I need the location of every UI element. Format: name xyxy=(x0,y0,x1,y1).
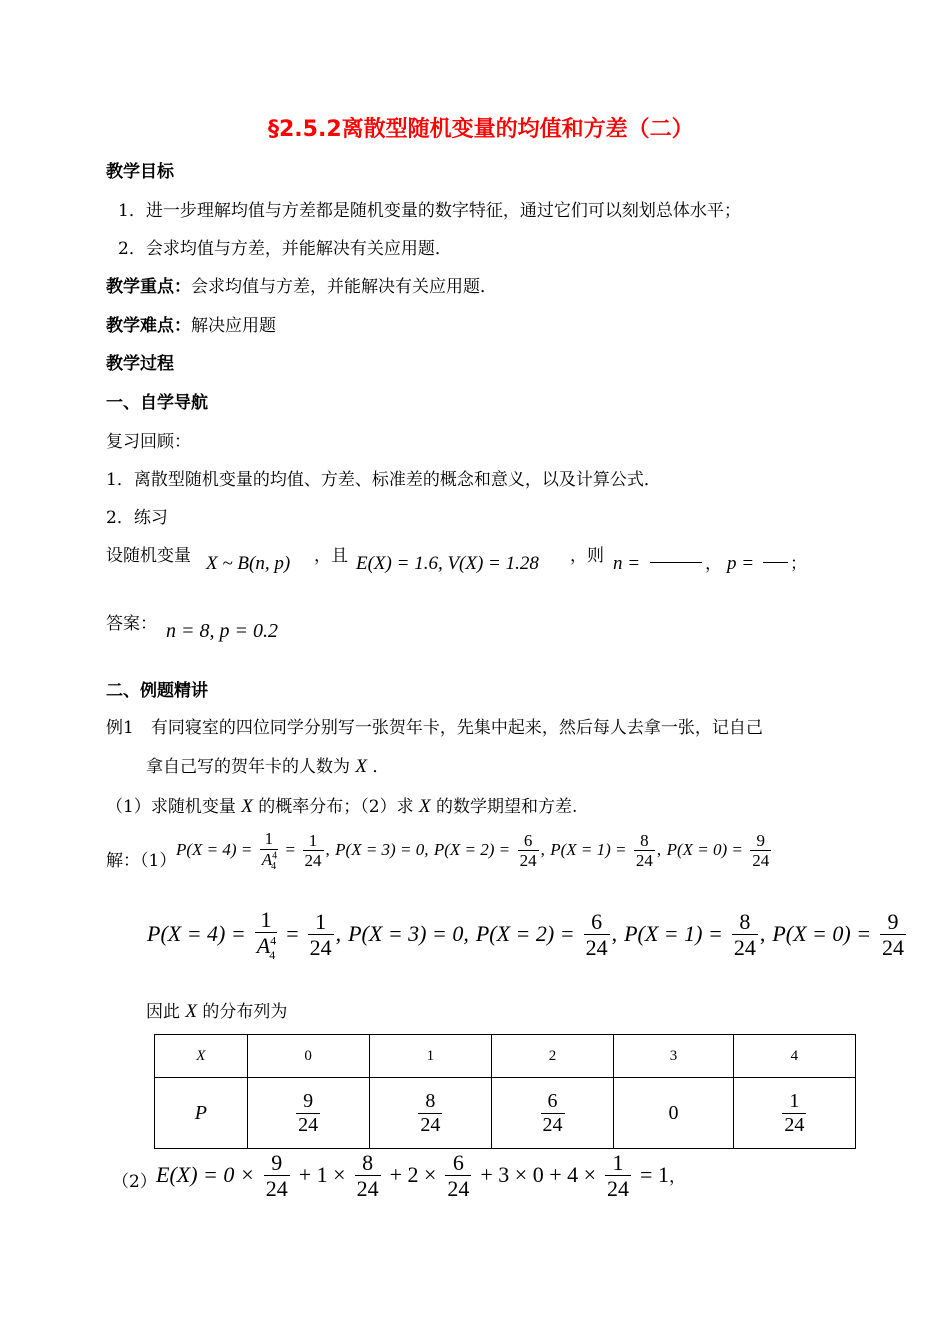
exercise-distribution: X ~ B(n, p) xyxy=(206,553,291,574)
var-x: X xyxy=(418,796,431,817)
table-cell xyxy=(247,1078,369,1149)
p3-label: P(X = 3) = 0, xyxy=(335,840,429,860)
fraction: $\frac{1}{24}$ xyxy=(304,830,322,871)
section-2-heading: 二、例题精讲 xyxy=(106,681,208,701)
table-header-cell: X xyxy=(155,1035,248,1078)
exercise-and: ，且 xyxy=(314,546,348,566)
table-header-cell: 4 xyxy=(733,1035,855,1078)
exercise-sep: ， xyxy=(705,554,722,574)
fraction: $\frac{1}{24}$ xyxy=(607,1150,630,1202)
key-label: 教学重点： xyxy=(106,277,191,297)
p4-label: P(X = 4) = xyxy=(176,840,253,860)
p2-label: P(X = 2) = xyxy=(433,840,511,860)
hence-label-b: 的分布列为 xyxy=(202,1002,288,1022)
fraction: $\frac{1}{24}$ xyxy=(784,1089,805,1136)
var-x: X xyxy=(241,796,253,817)
solution-label: 解：（1） xyxy=(106,851,177,871)
example-1-line2: 拿自己写的贺年卡的人数为 xyxy=(146,757,350,777)
distribution-table xyxy=(154,1034,856,1149)
exercise-end: ； xyxy=(790,554,807,574)
expectation-lhs: E(X) = 0 × xyxy=(156,1161,255,1187)
table-header-cell: 0 xyxy=(247,1035,369,1078)
question-line xyxy=(106,792,577,818)
fraction: $\frac{8}{24}$ xyxy=(420,1089,441,1136)
expectation-equation: E(X) = 0 × $\frac{9}{24}$ + 1 × $\frac{8}{24}$ + 2 × $\frac{6}{24}$ + 3 × 0 + 4 × $\frac{1}{24}$ = 1， xyxy=(156,1150,686,1202)
p0-label: P(X = 0) = xyxy=(666,840,743,860)
table-row xyxy=(155,1078,856,1149)
difficulty-point xyxy=(106,311,276,336)
fraction: $\frac{1}{24}$ xyxy=(309,908,332,961)
process-heading: 教学过程 xyxy=(106,354,174,374)
exercise-condition: E(X) = 1.6, V(X) = 1.28 xyxy=(356,553,539,574)
fraction: $\frac{9}{24}$ xyxy=(265,1150,288,1202)
goal-1: 1．进一步理解均值与方差都是随机变量的数字特征，通过它们可以刻划总体水平； xyxy=(118,201,741,221)
fraction: $\frac{9}{24}$ xyxy=(298,1089,319,1136)
goal-2: 2．会求均值与方差，并能解决有关应用题． xyxy=(118,239,452,259)
key-text: 会求均值与方差，并能解决有关应用题． xyxy=(191,277,497,297)
part-2-label: （2） xyxy=(112,1172,157,1192)
question-1: （1）求随机变量 xyxy=(106,797,236,817)
question-1c: 的数学期望和方差. xyxy=(436,797,578,817)
table-header-cell: 3 xyxy=(614,1035,734,1078)
table-cell: 0 xyxy=(614,1078,734,1149)
fraction: $\frac{8}{24}$ xyxy=(635,830,653,871)
difficulty-text: 解决应用题 xyxy=(191,316,276,336)
fraction: $\frac{8}{24}$ xyxy=(733,908,756,961)
table-header-cell: 2 xyxy=(491,1035,613,1078)
answer-value: n = 8, p = 0.2 xyxy=(166,620,278,642)
hence-line xyxy=(146,997,287,1023)
answer-label: 答案： xyxy=(106,614,157,634)
table-row xyxy=(155,1035,856,1078)
example-1-text: 例1 有同寝室的四位同学分别写一张贺年卡，先集中起来，然后每人去拿一张，记自己 xyxy=(106,718,763,738)
table-row-label: P xyxy=(155,1078,248,1149)
fraction: $\frac{1}{A^4_4}$ xyxy=(261,829,278,872)
key-point xyxy=(106,272,497,297)
review-label: 复习回顾： xyxy=(106,432,191,452)
fraction: $\frac{6}{24}$ xyxy=(447,1150,470,1202)
difficulty-label: 教学难点： xyxy=(106,316,191,336)
exercise-prefix: 设随机变量 xyxy=(106,546,191,566)
fraction: $\frac{6}{24}$ xyxy=(519,830,537,871)
exercise-then: ，则 xyxy=(570,546,604,566)
question-1b: 的概率分布；（2）求 xyxy=(258,797,414,817)
page-title: §2.5.2离散型随机变量的均值和方差（二） xyxy=(268,117,694,142)
hence-label: 因此 xyxy=(146,1002,180,1022)
review-item-1: 1．离散型随机变量的均值、方差、标准差的概念和意义，以及计算公式． xyxy=(106,470,661,490)
n-answer-blank[interactable] xyxy=(650,562,702,563)
section-1-heading: 一、自学导航 xyxy=(106,393,208,413)
table-cell xyxy=(733,1078,855,1149)
fraction: $\frac{9}{24}$ xyxy=(882,908,905,961)
exercise-n: n = xyxy=(613,553,641,574)
goals-heading: 教学目标 xyxy=(106,162,174,182)
table-cell xyxy=(491,1078,613,1149)
probabilities-small: P(X = 4) = $\frac{1}{A^4_4}$ = $\frac{1}{24}$ , P(X = 3) = 0, P(X = 2) = $\frac{6}{24}$ , P(X = 1) = $\frac{8}{24}$ , P(X = 0) = $\frac{9}{24}$ xyxy=(176,829,770,872)
probabilities-large: P(X = 4) = $\frac{1}{A^4_4}$ = $\frac{1}{24}$ , P(X = 3) = 0, P(X = 2) = $\frac{6}{24}$ , P(X = 1) = $\frac{8}{24}$ , P(X = 0) = $\frac{9}{24}$ xyxy=(147,907,905,962)
table-cell xyxy=(369,1078,491,1149)
p1-label: P(X = 1) = xyxy=(550,840,627,860)
exercise-p: p = xyxy=(727,553,755,574)
fraction: $\frac{8}{24}$ xyxy=(356,1150,379,1202)
fraction: $\frac{9}{24}$ xyxy=(752,830,770,871)
period: ． xyxy=(372,757,390,777)
practice-label: 2．练习 xyxy=(106,508,168,528)
fraction: $\frac{6}{24}$ xyxy=(542,1089,563,1136)
p-answer-blank[interactable] xyxy=(763,562,788,563)
var-x: X xyxy=(185,1001,198,1022)
fraction: $\frac{1}{A^4_4}$ xyxy=(256,907,277,962)
table-header-cell: 1 xyxy=(369,1035,491,1078)
var-x: X xyxy=(355,756,368,777)
fraction: $\frac{6}{24}$ xyxy=(585,908,608,961)
example-1-text-cont xyxy=(146,752,389,778)
